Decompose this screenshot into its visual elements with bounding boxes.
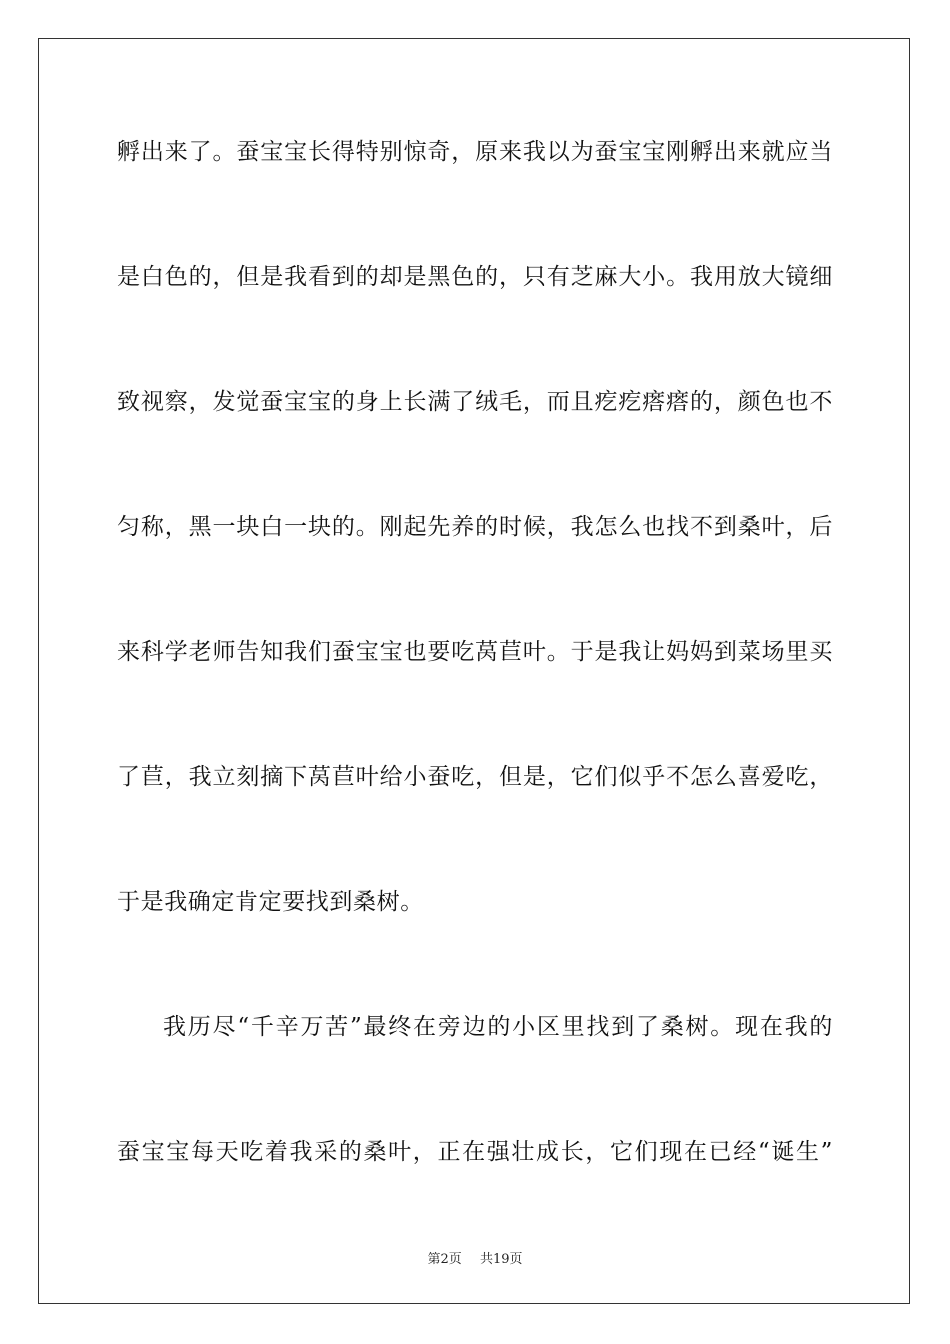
total-pages: 共19页 bbox=[479, 1252, 523, 1267]
page-footer bbox=[0, 1248, 950, 1267]
document-body bbox=[117, 130, 833, 1255]
text-line: 蚕宝宝每天吃着我采的桑叶，正在强壮成长，它们现在已经“诞生” bbox=[117, 1139, 833, 1165]
text-line: 孵出来了。蚕宝宝长得特别惊奇，原来我以为蚕宝宝刚孵出来就应当 bbox=[117, 139, 833, 165]
text-line: 致视察，发觉蚕宝宝的身上长满了绒毛，而且疙疙瘩瘩的，颜色也不 bbox=[117, 389, 833, 415]
text-line: 是白色的，但是我看到的却是黑色的，只有芝麻大小。我用放大镜细 bbox=[117, 264, 833, 290]
page-number: 第2页 bbox=[427, 1252, 462, 1267]
text-line: 来科学老师告知我们蚕宝宝也要吃莴苣叶。于是我让妈妈到菜场里买 bbox=[117, 639, 833, 665]
text-line: 于是我确定肯定要找到桑树。 bbox=[117, 889, 424, 915]
paragraph-start-line: 我历尽“千辛万苦”最终在旁边的小区里找到了桑树。现在我的 bbox=[163, 1014, 833, 1040]
text-line: 了苣，我立刻摘下莴苣叶给小蚕吃，但是，它们似乎不怎么喜爱吃， bbox=[117, 764, 833, 790]
text-line: 匀称，黑一块白一块的。刚起先养的时候，我怎么也找不到桑叶，后 bbox=[117, 514, 833, 540]
